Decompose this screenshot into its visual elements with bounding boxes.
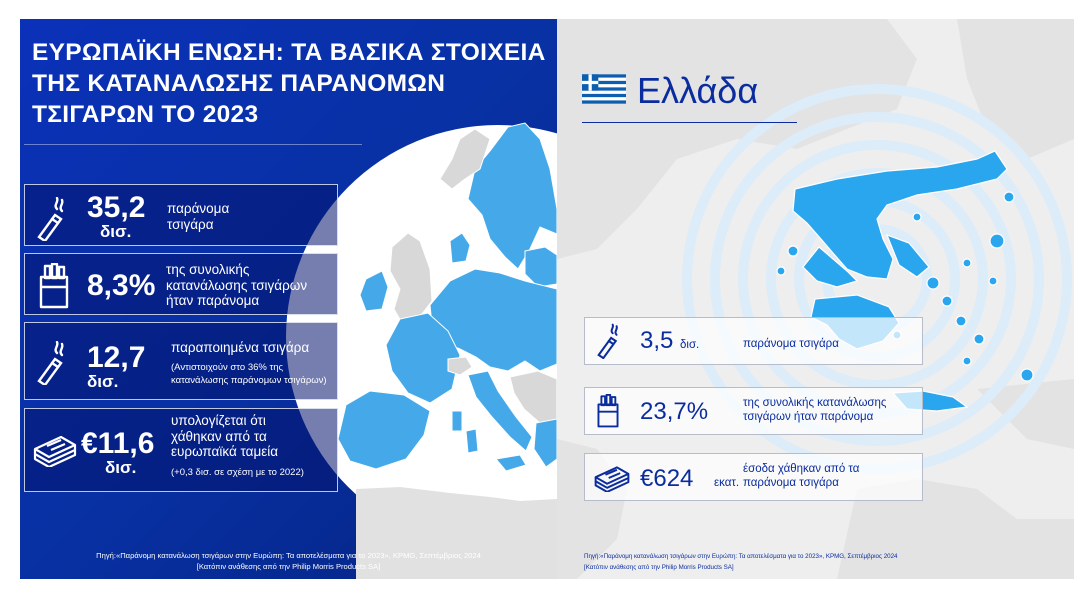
stat-unit: δισ.	[105, 458, 137, 477]
cigarette-pack-icon	[39, 263, 69, 309]
eu-stat-counterfeit	[24, 322, 338, 400]
eu-source: Πηγή:«Παράνομη κατανάλωση τσιγάρων στην Ευρώπη: Τα αποτελέσματα για το 2023», KPMG, Σεπτέμβριος 2024 [Κατόπιν ανάθεσης από την Philip Morris Products SA]	[96, 551, 481, 571]
eu-title-line: ΕΥΡΩΠΑΪΚΗ ΕΝΩΣΗ: ΤΑ ΒΑΣΙΚΑ ΣΤΟΙΧΕΙΑ	[32, 39, 546, 66]
eu-panel	[20, 19, 557, 579]
eu-title-line: ΤΣΙΓΑΡΩΝ ΤΟ 2023	[32, 101, 259, 128]
stat-description: υπολογίζεται ότι χάθηκαν από τα ευρωπαϊκά ταμεία	[171, 413, 279, 459]
greece-shape	[777, 151, 1033, 411]
stat-note: (Αντιστοιχούν στο 36% της κατανάλωσης παράνομων τσιγάρων)	[171, 362, 327, 386]
greece-stat-lost-revenue	[584, 453, 923, 501]
eu-stat-lost-revenue	[24, 408, 338, 492]
greece-panel	[557, 19, 1074, 579]
stat-unit: δισ.	[87, 372, 119, 391]
stat-unit: δισ.	[100, 222, 132, 241]
greece-title-divider	[582, 122, 797, 123]
stat-value: 23,7%	[640, 398, 709, 425]
stat-description: έσοδα χάθηκαν από τα παράνομα τσιγάρα	[743, 463, 860, 489]
greek-flag-icon	[582, 74, 626, 109]
stat-description: παράνομα τσιγάρα	[167, 201, 230, 232]
stat-value: €624	[640, 465, 694, 492]
greece-title: Ελλάδα	[637, 70, 759, 111]
greece-stat-share-illegal	[584, 387, 923, 435]
cigarette-icon	[33, 341, 69, 385]
stat-value: 3,5	[640, 327, 674, 354]
cigarette-icon	[594, 323, 622, 364]
eu-title-line: ΤΗΣ ΚΑΤΑΝΑΛΩΣΗΣ ΠΑΡΑΝΟΜΩΝ	[32, 70, 446, 97]
stat-value: 12,7	[87, 341, 146, 374]
eu-stat-share-illegal	[24, 253, 338, 315]
stat-value: 35,2	[87, 191, 146, 224]
cigarette-pack-icon	[597, 394, 619, 433]
stat-description: της συνολικής κατανάλωσης τσιγάρων ήταν παράνομα	[743, 397, 887, 423]
greece-source: Πηγή:«Παράνομη κατανάλωση τσιγάρων στην Ευρώπη: Τα αποτελέσματα για το 2023», KPMG, Σεπτέμβριος 2024 [Κατόπιν ανάθεσης από την Philip Morris Products SA]	[584, 553, 898, 571]
stat-value: €11,6	[81, 427, 155, 460]
eu-stat-illegal-cigarettes	[24, 184, 338, 246]
stat-note: (+0,3 δισ. σε σχέση με το 2022)	[171, 467, 304, 478]
stat-description: παραποιημένα τσιγάρα	[171, 340, 310, 355]
greece-stat-illegal-cigarettes	[584, 317, 923, 365]
eu-title	[32, 37, 552, 130]
stat-unit: δισ.	[680, 339, 700, 351]
stat-value: 8,3%	[87, 269, 156, 302]
stat-unit: εκατ.	[714, 477, 740, 489]
cigarette-icon	[33, 197, 69, 241]
title-divider	[24, 144, 362, 145]
stat-description: της συνολικής κατανάλωσης τσιγάρων ήταν παράνομα	[166, 262, 308, 308]
money-stack-icon	[33, 433, 77, 467]
stat-description: παράνομα τσιγάρα	[743, 338, 839, 350]
money-stack-icon	[594, 464, 630, 497]
